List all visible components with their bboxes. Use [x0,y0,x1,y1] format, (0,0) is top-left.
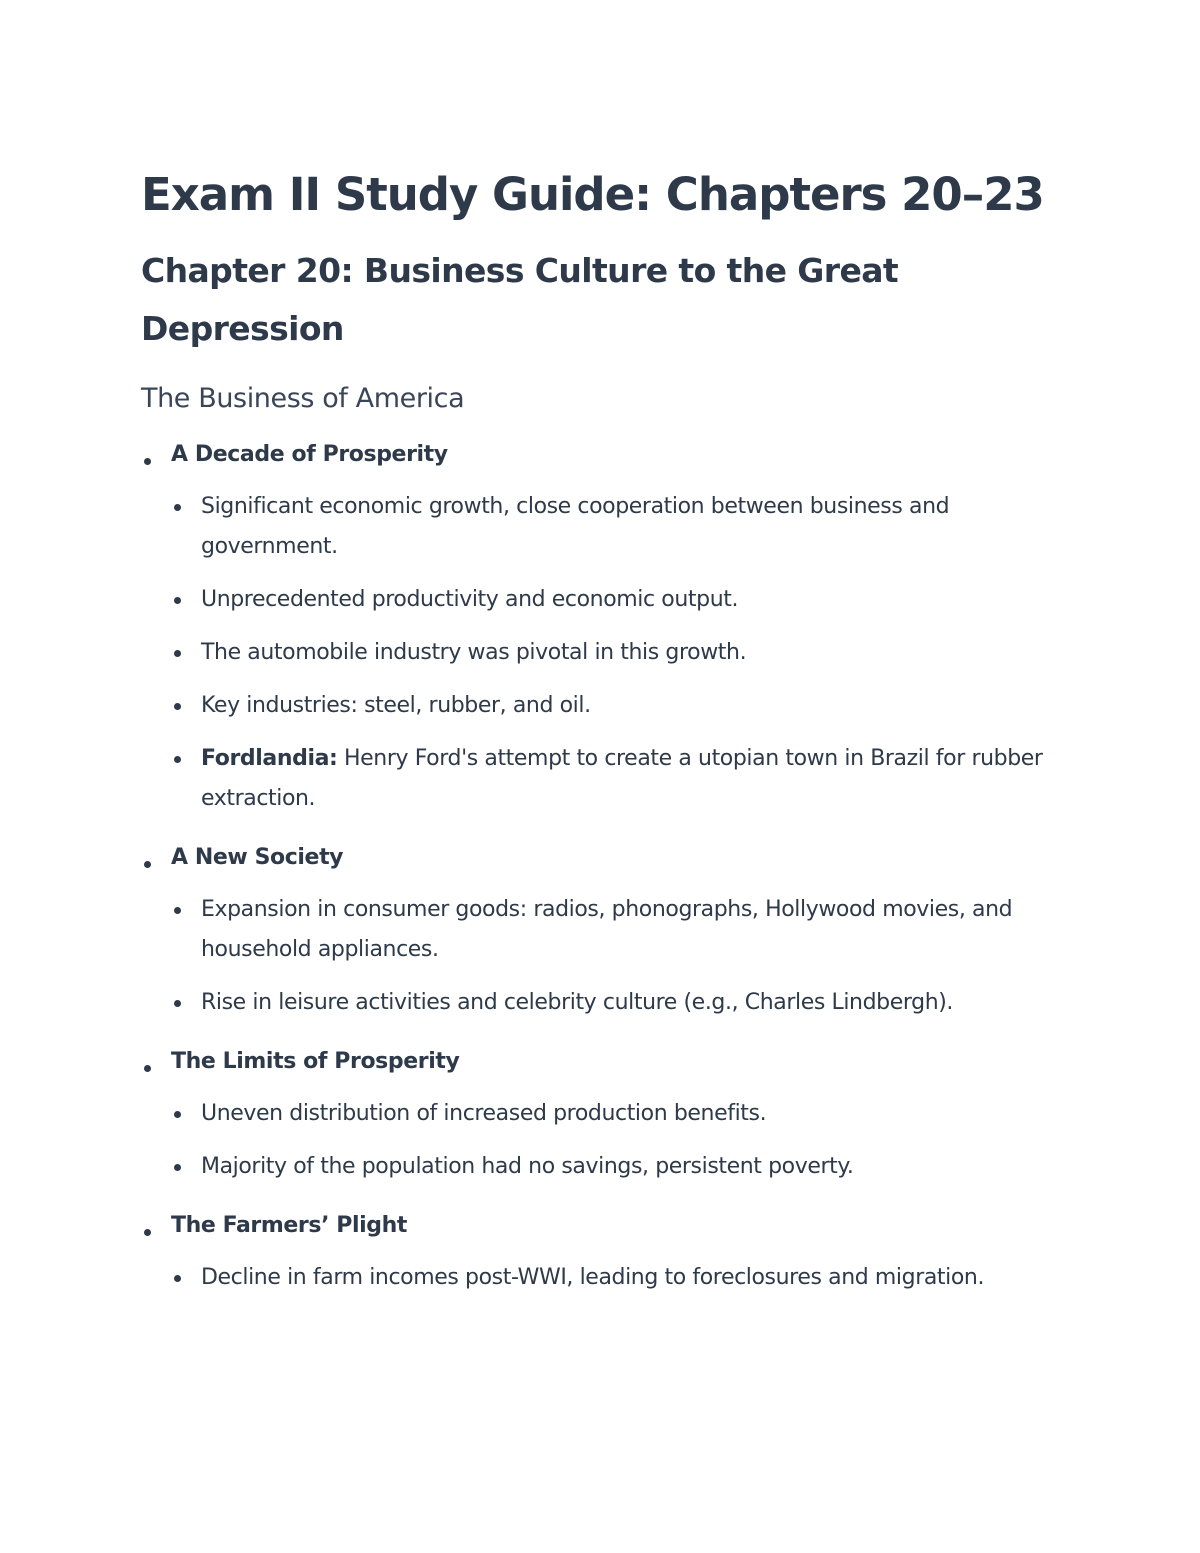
list-item [171,686,1071,726]
bullet-icon [174,1164,181,1171]
bullet-icon [174,703,181,710]
point-text: Uneven distribution of increased production benefits. [201,1101,767,1126]
list-item [171,1147,1071,1187]
point-text: Significant economic growth, close cooperation between business and government. [201,494,950,559]
bullet-icon [174,504,181,511]
bullet-icon [174,1000,181,1007]
topic-item [141,1200,1081,1298]
list-item [171,633,1071,673]
topic-heading: The Limits of Prosperity [171,1049,460,1074]
bullet-icon [174,756,181,763]
topic-heading: The Farmers’ Plight [171,1213,408,1238]
bullet-icon [174,597,181,604]
point-term: Fordlandia: [201,746,338,771]
list-item [171,890,1071,970]
bullet-icon [174,1275,181,1282]
list-item [171,983,1071,1023]
point-text: Key industries: steel, rubber, and oil. [201,693,591,718]
list-item [171,739,1071,819]
topic-heading: A New Society [171,845,344,870]
point-list [171,1258,1081,1298]
list-item [171,1094,1071,1134]
bullet-icon [144,458,151,465]
point-text: Unprecedented productivity and economic output. [201,587,739,612]
section-title: The Business of America [141,383,465,414]
document-page [141,160,1081,1311]
bullet-icon [174,1111,181,1118]
bullet-icon [144,1065,151,1072]
list-item [171,487,1071,567]
bullet-icon [174,650,181,657]
point-list [171,487,1081,819]
topic-item [141,429,1081,819]
bullet-icon [144,861,151,868]
page-title: Exam II Study Guide: Chapters 20–23 [141,168,1044,221]
list-item [171,580,1071,620]
point-text: The automobile industry was pivotal in this growth. [201,640,747,665]
topic-item [141,1036,1081,1187]
point-list [171,1094,1081,1187]
point-text: Henry Ford's attempt to create a utopian town in Brazil for rubber extraction. [201,746,1043,811]
list-item [171,1258,1071,1298]
chapter-title: Chapter 20: Business Culture to the Great Depression [141,251,899,348]
point-text: Decline in farm incomes post-WWI, leading to foreclosures and migration. [201,1265,985,1290]
point-text: Expansion in consumer goods: radios, phonographs, Hollywood movies, and household appliances. [201,897,1013,962]
topic-heading: A Decade of Prosperity [171,442,448,467]
point-text: Rise in leisure activities and celebrity culture (e.g., Charles Lindbergh). [201,990,954,1015]
point-text: Majority of the population had no savings, persistent poverty. [201,1154,854,1179]
point-list [171,890,1081,1023]
topic-list [141,429,1081,1298]
topic-item [141,832,1081,1023]
bullet-icon [174,907,181,914]
bullet-icon [144,1229,151,1236]
